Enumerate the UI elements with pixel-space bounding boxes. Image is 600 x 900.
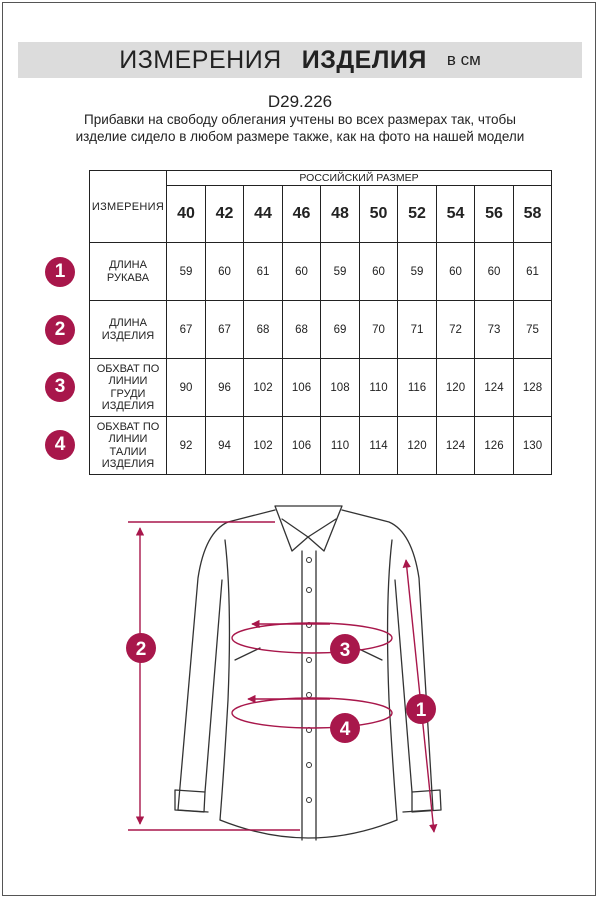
title-product: ИЗДЕЛИЯ	[301, 45, 427, 74]
row-number-badge-4: 4	[45, 430, 75, 460]
row-number-badge-2: 2	[45, 315, 75, 345]
table-cell: 110	[360, 359, 398, 417]
table-cell: 94	[206, 417, 244, 475]
table-cell: 124	[475, 359, 514, 417]
table-cell: 116	[398, 359, 437, 417]
table-cell: 59	[398, 243, 437, 301]
table-cell: 102	[244, 359, 283, 417]
table-cell: 60	[437, 243, 475, 301]
table-cell: 67	[206, 301, 244, 359]
table-cell: 61	[244, 243, 283, 301]
marker-2	[126, 633, 156, 663]
table-cell: 120	[437, 359, 475, 417]
size-cell: 54	[437, 186, 475, 243]
title-unit: в см	[446, 50, 481, 69]
size-cell: 44	[244, 186, 283, 243]
marker-1-label: 1	[415, 700, 427, 721]
table-cell: 128	[514, 359, 552, 417]
chest-measure	[232, 623, 392, 653]
size-cell: 40	[167, 186, 206, 243]
fit-note: Прибавки на свободу облегания учтены во всех размерах так, чтобы изделие сидело в любом размере также, как на фото на нашей модели	[75, 112, 525, 144]
table-cell: 61	[514, 243, 552, 301]
size-cell: 56	[475, 186, 514, 243]
marker-3	[330, 634, 360, 664]
size-cell: 50	[360, 186, 398, 243]
row-label-garment-length: ДЛИНА ИЗДЕЛИЯ	[90, 301, 167, 359]
shirt-outline	[175, 506, 441, 840]
size-cell: 42	[206, 186, 244, 243]
table-cell: 126	[475, 417, 514, 475]
size-cell: 58	[514, 186, 552, 243]
table-cell: 69	[321, 301, 360, 359]
table-cell: 60	[360, 243, 398, 301]
marker-4	[330, 713, 360, 743]
table-cell: 102	[244, 417, 283, 475]
row-label-sleeve-length: ДЛИНА РУКАВА	[90, 243, 167, 301]
table-cell: 90	[167, 359, 206, 417]
size-group-header: РОССИЙСКИЙ РАЗМЕР	[167, 171, 552, 186]
table-cell: 67	[167, 301, 206, 359]
table-cell: 106	[283, 359, 321, 417]
row-label-chest-girth: ОБХВАТ ПО ЛИНИИ ГРУДИ ИЗДЕЛИЯ	[90, 359, 167, 417]
shirt-buttons	[307, 558, 312, 803]
table-cell: 108	[321, 359, 360, 417]
size-cell: 52	[398, 186, 437, 243]
table-cell: 70	[360, 301, 398, 359]
marker-4-label: 4	[339, 719, 351, 740]
table-cell: 120	[398, 417, 437, 475]
table-cell: 75	[514, 301, 552, 359]
table-cell: 114	[360, 417, 398, 475]
table-cell: 60	[475, 243, 514, 301]
waist-measure	[232, 698, 392, 728]
size-cell: 46	[283, 186, 321, 243]
measurements-header: ИЗМЕРЕНИЯ	[90, 171, 167, 243]
marker-2-label: 2	[135, 639, 147, 660]
marker-3-label: 3	[339, 640, 351, 661]
table-cell: 68	[244, 301, 283, 359]
table-cell: 73	[475, 301, 514, 359]
table-cell: 68	[283, 301, 321, 359]
title-measurements: ИЗМЕРЕНИЯ	[119, 45, 282, 74]
table-cell: 96	[206, 359, 244, 417]
row-number-badge-1: 1	[45, 257, 75, 287]
product-code: D29.226	[267, 92, 333, 111]
table-cell: 60	[206, 243, 244, 301]
table-cell: 124	[437, 417, 475, 475]
table-cell: 110	[321, 417, 360, 475]
table-cell: 59	[167, 243, 206, 301]
table-cell: 71	[398, 301, 437, 359]
size-cell: 48	[321, 186, 360, 243]
table-cell: 130	[514, 417, 552, 475]
table-cell: 72	[437, 301, 475, 359]
marker-1	[406, 694, 436, 724]
table-cell: 106	[283, 417, 321, 475]
row-label-waist-girth: ОБХВАТ ПО ЛИНИИ ТАЛИИ ИЗДЕЛИЯ	[90, 417, 167, 475]
table-cell: 59	[321, 243, 360, 301]
table-cell: 92	[167, 417, 206, 475]
row-number-badge-3: 3	[45, 372, 75, 402]
table-cell: 60	[283, 243, 321, 301]
